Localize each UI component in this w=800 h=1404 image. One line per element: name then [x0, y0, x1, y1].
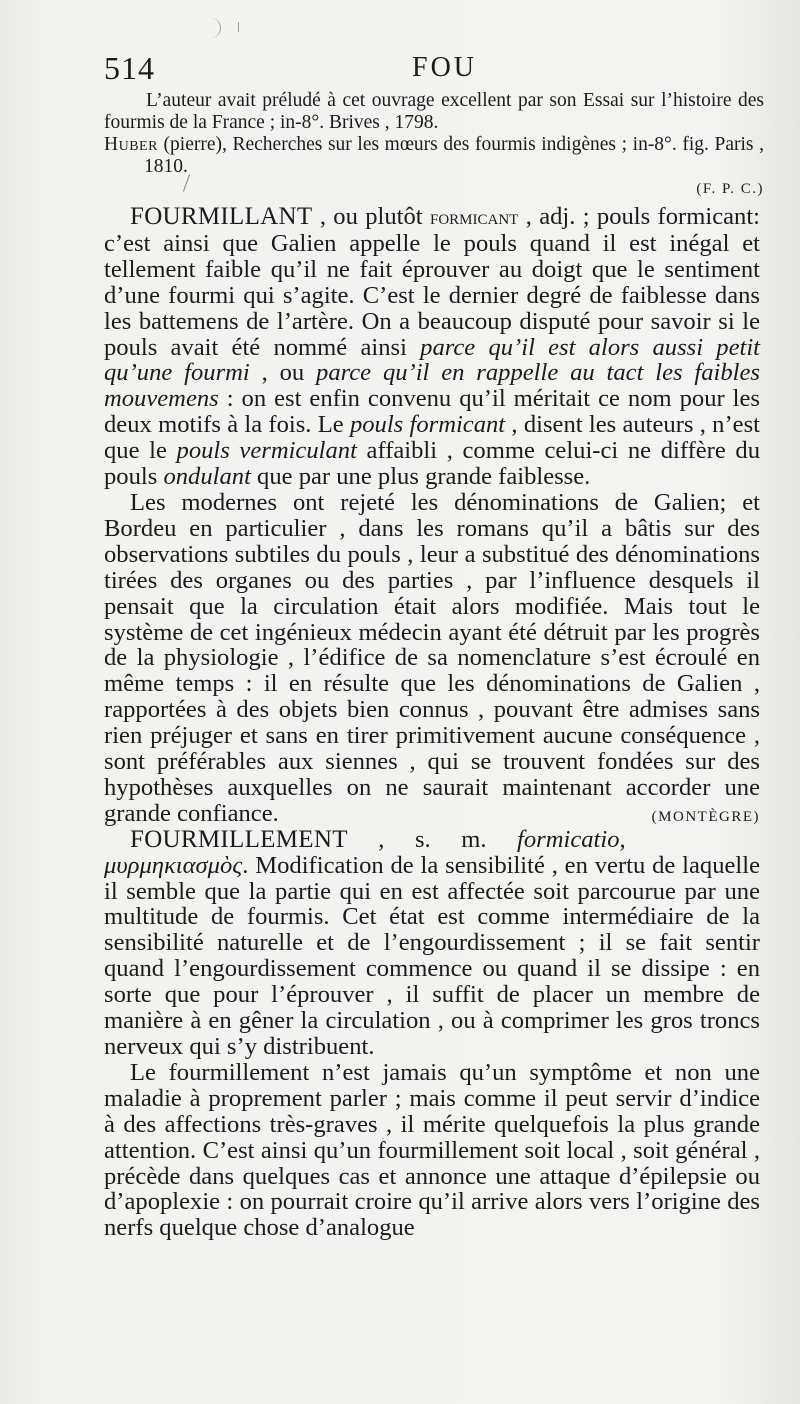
article-text: Les modernes ont rejeté les dénominations de Galien; et Bordeu en particulier , dans les romans qu’il a bâtis sur des observations subtiles du pouls , leur a substitué des dénominations tirées des organes ou des parties , par l’influence desquels il pensait que la circulation était alors modifiée. Mais tout le système de cet ingénieux médecin ayant été détruit par les progrès de la physiologie , l’édifice de sa nomenclature s’est écroulé en même temps : il en résulte que les dénominations de Galien , rapportées à des objets bien connus , pouvant être admises sans rien préjuger et sans en tirer primitivement aucune conséquence , sont préférables aux siennes , qui se trouvent fondées sur des hypothèses auxquelles on ne saurait maintenant accorder une grande confiance. [104, 488, 760, 827]
italic-phrase: parce qu’il est alors aussi petit qu’une fourmi [104, 333, 760, 387]
bibliography-entry [104, 134, 764, 178]
italic-term: pouls formicant [349, 411, 506, 439]
headword-fourmillement: FOURMILLEMENT [130, 825, 348, 853]
article-text: , [619, 825, 626, 853]
article-fourmillant [104, 204, 760, 490]
article-text: : on est enfin convenu qu’il méritait ce nom pour les deux motifs à la fois. Le [104, 385, 760, 439]
article-text: , ou plutôt [312, 203, 430, 230]
page-number: 514 [104, 50, 155, 86]
italic-term: pouls vermiculant [176, 437, 357, 465]
article-text: , disent les auteurs , n’est que le [104, 411, 760, 465]
article-text: affaibli , comme celui-ci ne diffère du pouls [104, 437, 760, 491]
bibliography-entry-text: (pierre), Recherches sur les mœurs des fourmis indigènes ; in-8°. fig. Paris , 1810. [144, 134, 764, 177]
page-header [104, 50, 764, 90]
scan-artifact-mark [206, 18, 221, 38]
author-signature: (MONTÈGRE) [651, 808, 760, 825]
article-text: , s. m. [347, 825, 518, 853]
article-fourmillement-paragraph-2: Le fourmillement n’est jamais qu’un symptôme et non une maladie à proprement parler ; mais comme il peut servir d’indice à des affections très-graves , il mérite quelquefois la plus grande attention. C’est ainsi qu’un fourmillement soit local , soit général , précède dans quelques cas et annonce une attaque d’épilepsie ou d’apoplexie : on pourrait croire qu’il arrive alors vers l’origine des nerfs quelque chose d’analogue [104, 1058, 760, 1242]
article-text: , ou [249, 359, 317, 387]
variant-term: formicant [430, 205, 519, 229]
article-fourmillement [104, 827, 760, 1060]
latin-term: formicatio [517, 825, 620, 853]
article-text: . Modification de la sensibilité , en vertu de laquelle il semble que la partie qui en est affectée soit parcourue par une multitude de fourmis. Cet état est comme intermédiaire de la sensibilité naturelle et de l’engourdissement ; il se fait sentir quand l’engourdissement commence ou quand il se dissipe : en sorte que pour l’éprouver , il suffit de placer un membre de manière à en gêner la circulation , ou à comprimer les gros troncs nerveux qui s’y distribuent. [104, 851, 760, 1060]
greek-term: μυρμηκιασμὸς [104, 851, 243, 879]
running-head: FOU [412, 52, 478, 83]
article-body [104, 204, 760, 1241]
author-signature: (F. P. C.) [696, 181, 764, 197]
italic-phrase: parce qu’il en rappelle au tact les faibles mouvemens [104, 359, 760, 413]
scan-artifact-tick [238, 22, 239, 32]
article-text: , adj. ; pouls formicant: c’est ainsi que Galien appelle le pouls quand il est inégal et tellement faible qu’il ne fait éprouver au doigt que le sentiment d’une fourmi qui s’agite. C’est le dernier degré de faiblesse dans les battemens de l’artère. On a beaucoup disputé pour savoir si le pouls avait été nommé ainsi [104, 203, 760, 361]
article-fourmillant-paragraph-2 [104, 490, 760, 827]
bibliography-author: Huber [104, 134, 158, 155]
bibliography-note: L’auteur avait préludé à cet ouvrage excellent par son Essai sur l’histoire des fourmis de la France ; in-8°. Brives , 1798. [104, 90, 764, 133]
italic-term: ondulant [163, 463, 251, 491]
bibliography-block [104, 90, 764, 200]
article-text: que par une plus grande faiblesse. [250, 463, 591, 491]
headword-fourmillant: FOURMILLANT [130, 203, 313, 230]
